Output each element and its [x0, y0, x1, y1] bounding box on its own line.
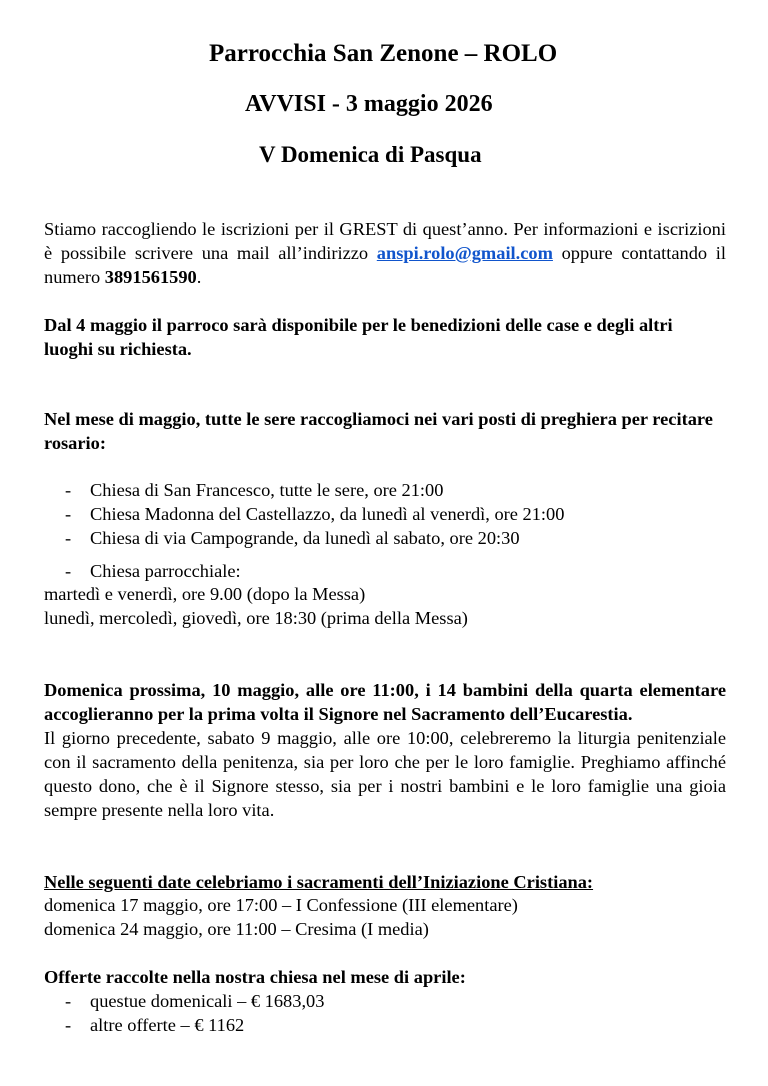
list-item: [44, 559, 726, 583]
list-item: [44, 526, 726, 550]
list-item: [44, 478, 726, 502]
dash-bullet: -: [65, 561, 72, 581]
parish-schedule-line-1: martedì e venerdì, ore 9.00 (dopo la Messa): [44, 584, 366, 604]
list-item-text: Chiesa di via Campogrande, da lunedì al sabato, ore 20:30: [90, 528, 520, 548]
list-item-text: Chiesa Madonna del Castellazzo, da lunedì al venerdì, ore 21:00: [90, 504, 565, 524]
list-item-text: Chiesa di San Francesco, tutte le sere, ore 21:00: [90, 480, 444, 500]
list-item: [44, 1013, 726, 1037]
rosary-heading: Nel mese di maggio, tutte le sere raccogliamoci nei vari posti di preghiera per recitare rosario:: [44, 409, 713, 453]
sacraments-date-1: domenica 17 maggio, ore 17:00 – I Confessione (III elementare): [44, 895, 518, 915]
grest-phone-number: 3891561590: [104, 267, 197, 287]
communion-paragraph: [44, 678, 726, 822]
parish-church-list: [44, 559, 726, 583]
offerings-list: [44, 989, 726, 1037]
sacraments-date-2: domenica 24 maggio, ore 11:00 – Cresima (I media): [44, 919, 429, 939]
grest-text-1: Stiamo raccogliendo le iscrizioni per il GREST di quest’anno. Per informazioni e iscrizioni è possibile scrivere una mail all’indirizzo: [44, 219, 726, 263]
sacraments-heading: Nelle seguenti date celebriamo i sacramenti dell’Iniziazione Cristiana:: [44, 872, 594, 892]
list-item-text: altre offerte – € 1162: [90, 1015, 245, 1035]
notices-date-title: AVVISI - 3 maggio 2026: [245, 91, 493, 117]
list-item: [44, 989, 726, 1013]
parish-schedule-line-2: lunedì, mercoledì, giovedì, ore 18:30 (prima della Messa): [44, 608, 468, 628]
communion-announcement: Domenica prossima, 10 maggio, alle ore 11:00, i 14 bambini della quarta elementare accoglieranno per la prima volta il Signore nel Sacramento dell’Eucarestia.: [44, 680, 726, 724]
dash-bullet: -: [65, 504, 72, 524]
liturgical-sunday-title: V Domenica di Pasqua: [259, 142, 482, 167]
offerings-heading: Offerte raccolte nella nostra chiesa nel mese di aprile:: [44, 967, 466, 987]
parish-title: Parrocchia San Zenone – ROLO: [209, 40, 558, 67]
dash-bullet: -: [65, 480, 72, 500]
blessings-paragraph: Dal 4 maggio il parroco sarà disponibile per le benedizioni delle case e degli altri luoghi su richiesta.: [44, 315, 673, 359]
dash-bullet: -: [65, 528, 72, 548]
list-item: [44, 502, 726, 526]
rosary-location-list: [44, 478, 726, 550]
list-item-text: Chiesa parrocchiale:: [90, 561, 241, 581]
grest-paragraph: [44, 217, 726, 289]
grest-text-2: oppure contattando il numero: [44, 243, 726, 287]
dash-bullet: -: [65, 1015, 72, 1035]
grest-email-link[interactable]: anspi.rolo@gmail.com: [376, 243, 553, 263]
grest-text-3: .: [196, 267, 202, 287]
communion-details: Il giorno precedente, sabato 9 maggio, alle ore 10:00, celebreremo la liturgia penitenziale con il sacramento della penitenza, sia per loro che per le loro famiglie. Preghiamo affinché questo dono, che è il Signore stesso, sia per i nostri bambini e le loro famiglie una gioia sempre presente nella loro vita.: [44, 728, 726, 820]
list-item-text: questue domenicali – € 1683,03: [90, 991, 325, 1011]
dash-bullet: -: [65, 991, 72, 1011]
